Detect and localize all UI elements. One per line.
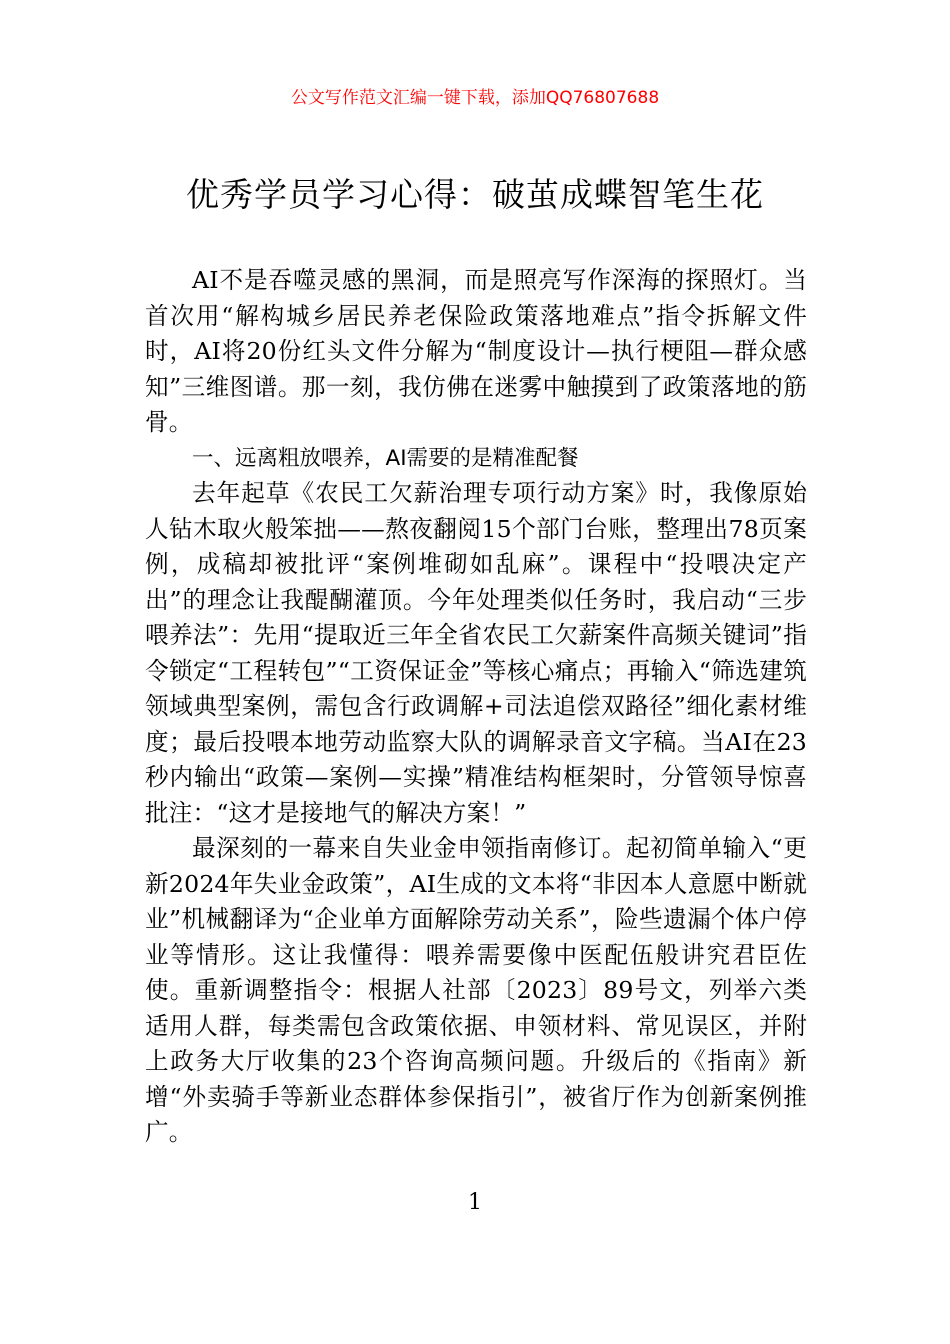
section-heading-1: 一、远离粗放喂养，AI需要的是精准配餐 [192,445,579,471]
intro-paragraph: AI不是吞噬灵感的黑洞，而是照亮写作深海的探照灯。当首次用“解构城乡居民养老保险政策落地难点”指令拆解文件时，AI将20份红头文件分解为“制度设计—执行梗阻—群众感知”三维图谱。那一刻，我仿佛在迷雾中触摸到了政策落地的筋骨。 [145,266,807,436]
document-body [145,263,807,1151]
body-paragraph-3: 最深刻的一幕来自失业金申领指南修订。起初简单输入“更新2024年失业金政策”，AI生成的文本将“非因本人意愿中断就业”机械翻译为“企业单方面解除劳动关系”，险些遗漏个体户停业等情形。这让我懂得：喂养需要像中医配伍般讲究君臣佐使。重新调整指令：根据人社部〔2023〕89号文，列举六类适用人群，每类需包含政策依据、申领材料、常见误区，并附上政务大厅收集的23个咨询高频问题。升级后的《指南》新增“外卖骑手等新业态群体参保指引”，被省厅作为创新案例推广。 [145,834,807,1146]
page-number: 1 [468,1190,482,1215]
body-paragraph-2: 去年起草《农民工欠薪治理专项行动方案》时，我像原始人钻木取火般笨拙——熬夜翻阅15个部门台账，整理出78页案例，成稿却被批评“案例堆砌如乱麻”。课程中“投喂决定产出”的理念让我醍醐灌顶。今年处理类似任务时，我启动“三步喂养法”：先用“提取近三年全省农民工欠薪案件高频关键词”指令锁定“工程转包”“工资保证金”等核心痛点；再输入“筛选建筑领域典型案例，需包含行政调解+司法追偿双路径”细化素材维度；最后投喂本地劳动监察大队的调解录音文字稿。当AI在23秒内输出“政策—案例—实操”精准结构框架时，分管领导惊喜批注：“这才是接地气的解决方案！” [145,479,807,827]
document-title: 优秀学员学习心得：破茧成蝶智笔生花 [186,175,764,214]
download-watermark: 公文写作范文汇编一键下载，添加QQ76807688 [290,88,660,108]
